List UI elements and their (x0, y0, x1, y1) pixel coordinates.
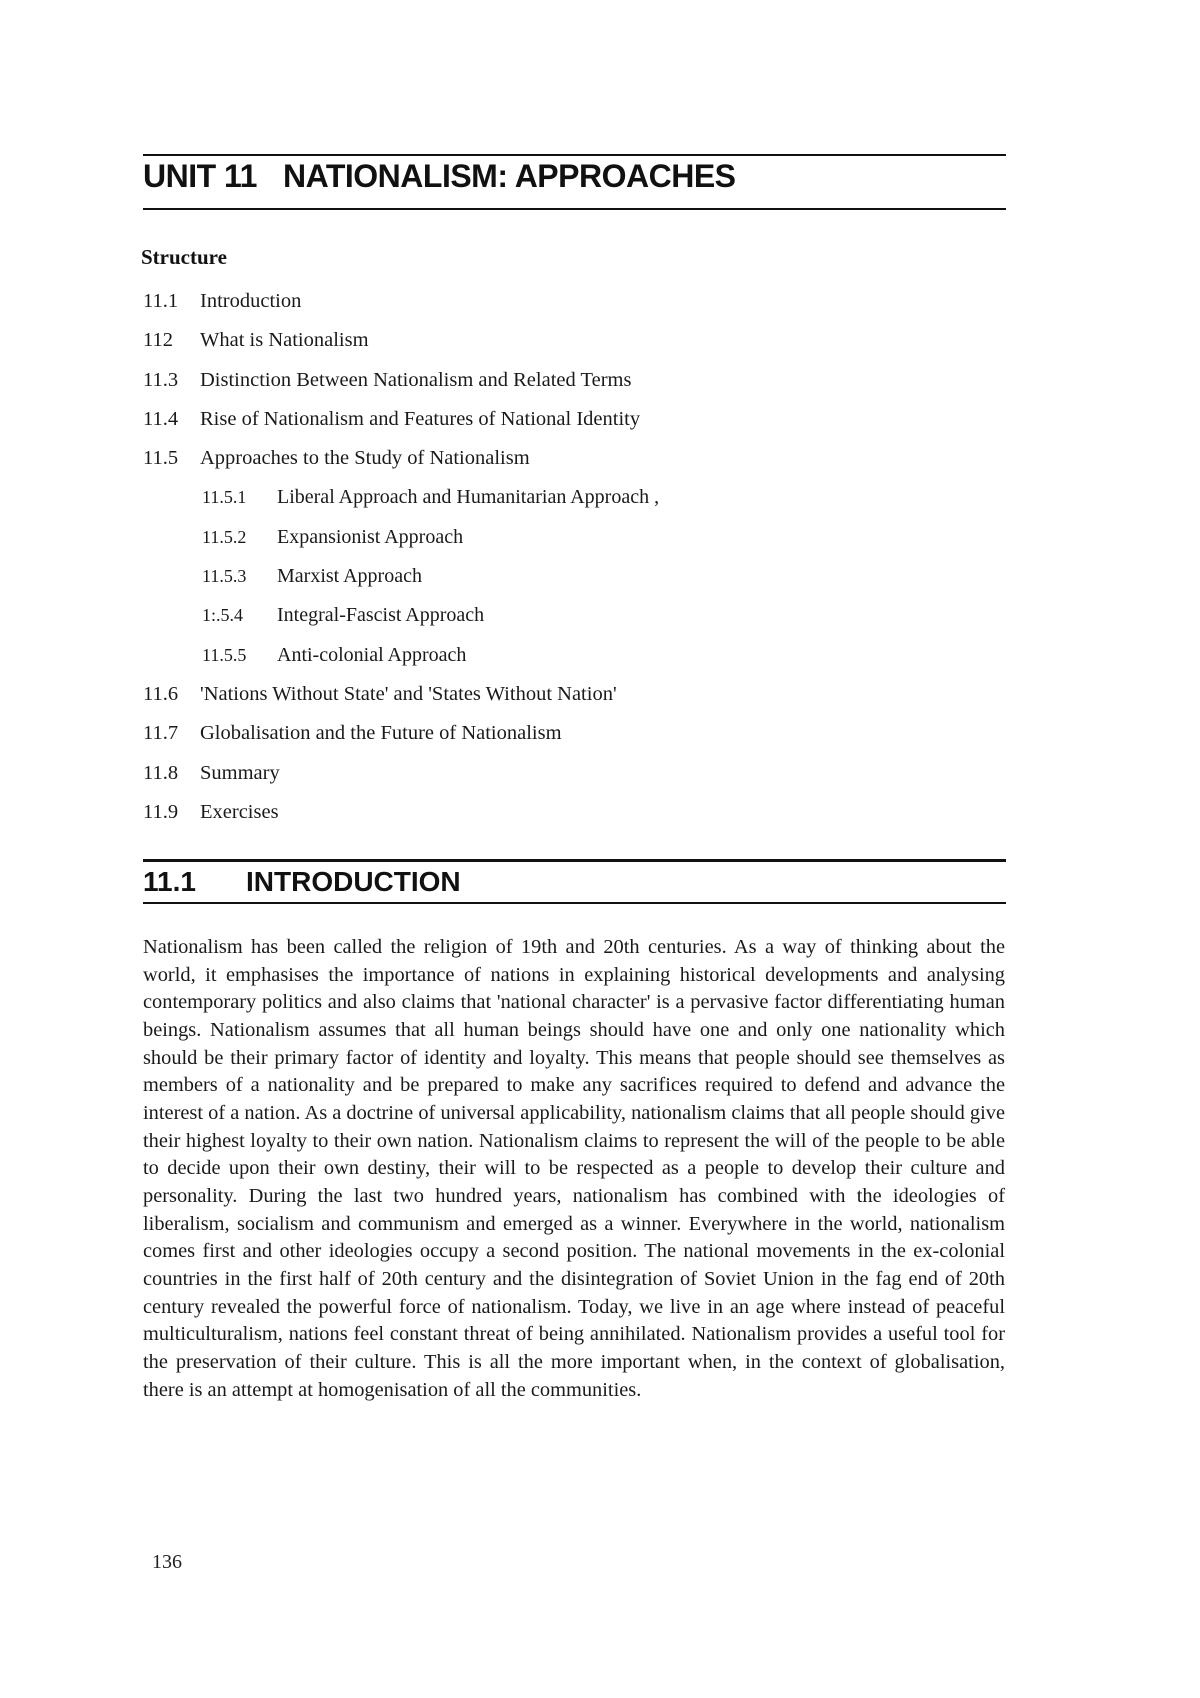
structure-item-label: Introduction (200, 290, 302, 312)
unit-title (143, 158, 736, 195)
section-top-rule (143, 859, 1006, 862)
section-title: INTRODUCTION (246, 866, 461, 897)
structure-subitem (143, 482, 1003, 521)
structure-item-number: 112 (143, 329, 173, 352)
structure-item (143, 404, 1003, 443)
structure-subitem (143, 640, 1003, 679)
structure-item-number: 11.9 (143, 800, 179, 823)
structure-item-label: Rise of Nationalism and Features of National Identity (200, 407, 641, 430)
structure-item-number: 11.3 (143, 368, 179, 391)
structure-item (143, 286, 1003, 325)
structure-subitem (143, 522, 1003, 561)
structure-item (143, 443, 1003, 482)
structure-item-label: Integral-Fascist Approach (277, 604, 485, 627)
structure-subitem (143, 600, 1003, 639)
title-bottom-rule (143, 208, 1006, 210)
introduction-paragraph: Nationalism has been called the religion of 19th and 20th centuries. As a way of thinking about the world, it emphasises the importance of nations in explaining historical developments and analysing contemporary politics and also claims that 'national character' is a pervasive factor differentiating human beings. Nationalism assumes that all human beings should have one and only one nationality which should be their primary factor of identity and loyalty. This means that people should see themselves as members of a nationality and be prepared to make any sacrifices required to defend and advance the interest of a nation. As a doctrine of universal applicability, nationalism claims that all people should give their highest loyalty to their own nation. Nationalism claims to represent the will of the people to be able to decide upon their own destiny, their will to be respected as a people to develop their culture and personality. During the last two hundred years, nationalism has combined with the ideologies of liberalism, socialism and communism and emerged as a winner. Everywhere in the world, nationalism comes first and other ideologies occupy a second position. The national movements in the ex-colonial countries in the first half of 20th century and the disintegration of Soviet Union in the fag end of 20th century revealed the powerful force of nationalism. Today, we live in an age where instead of peaceful multiculturalism, nations feel constant threat of being annihilated. Nationalism provides a useful tool for the preservation of their culture. This is all the more important when, in the context of globalisation, there is an attempt at homogenisation of all the communities. (143, 936, 1005, 1401)
structure-item-number: 11.5 (143, 447, 179, 470)
structure-list (143, 286, 1003, 836)
structure-item-label: Distinction Between Nationalism and Related Terms (200, 368, 632, 391)
structure-item (143, 797, 1003, 836)
structure-item-label: Liberal Approach and Humanitarian Approach , (277, 486, 660, 509)
structure-item-label: Exercises (200, 800, 279, 823)
structure-item-label: Summary (200, 761, 280, 784)
structure-item-number: 11.5.1 (202, 487, 247, 508)
section-bottom-rule (143, 902, 1006, 904)
structure-item-number: 11.5.3 (202, 566, 247, 587)
structure-item-number: 1:.5.4 (202, 605, 244, 626)
title-top-rule (143, 154, 1006, 156)
structure-item-label: What is Nationalism (200, 329, 369, 352)
structure-item-label: Globalisation and the Future of Nationalism (200, 722, 562, 745)
structure-item (143, 679, 1003, 718)
structure-item-label: Expansionist Approach (277, 525, 464, 548)
unit-number: UNIT 11 (143, 158, 257, 194)
structure-item-label: 'Nations Without State' and 'States Without Nation' (200, 682, 617, 705)
section-number: 11.1 (143, 866, 196, 897)
section-heading (143, 866, 461, 898)
structure-item-number: 11.5.2 (202, 526, 247, 547)
structure-subitem (143, 561, 1003, 600)
structure-item (143, 718, 1003, 757)
structure-item-number: 11.1 (143, 290, 179, 312)
structure-item-number: 11.4 (143, 407, 179, 430)
structure-item-number: 11.6 (143, 682, 179, 705)
structure-item (143, 365, 1003, 404)
structure-heading: Structure (141, 245, 227, 269)
structure-item-label: Marxist Approach (277, 565, 422, 588)
structure-item-label: Anti-colonial Approach (277, 643, 467, 666)
unit-name: NATIONALISM: APPROACHES (283, 158, 736, 194)
structure-item-label: Approaches to the Study of Nationalism (200, 447, 530, 470)
structure-item-number: 11.7 (143, 722, 179, 745)
page-number: 136 (152, 1551, 182, 1573)
structure-item-number: 11.5.5 (202, 644, 247, 665)
structure-item (143, 325, 1003, 364)
structure-item-number: 11.8 (143, 761, 179, 784)
structure-item (143, 758, 1003, 797)
